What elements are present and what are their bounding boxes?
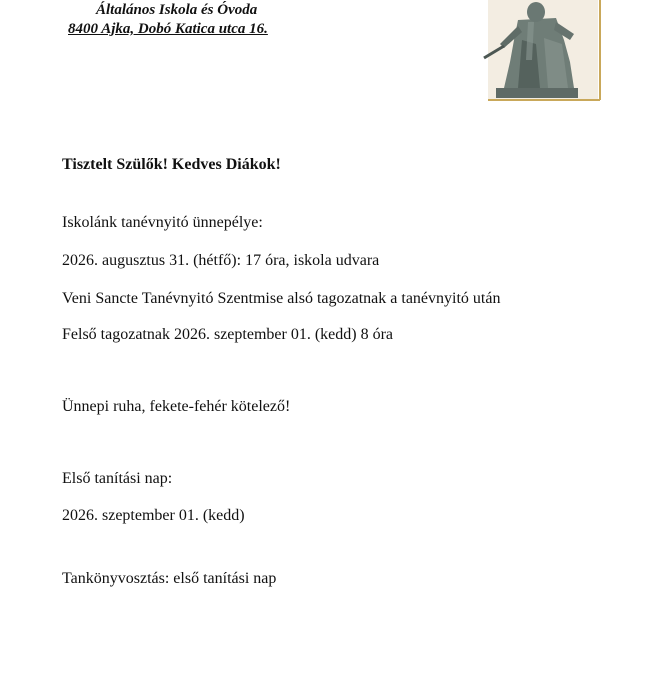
statue-image [478,0,604,102]
greeting: Tisztelt Szülők! Kedves Diákok! [62,156,281,173]
ceremony-date: 2026. augusztus 31. (hétfő): 17 óra, iskola udvara [62,252,380,269]
mass-info: Veni Sancte Tanévnyitó Szentmise alsó tagozatnak a tanévnyitó után [62,290,501,307]
dress-code: Ünnepi ruha, fekete-fehér kötelező! [62,398,291,415]
first-day-heading: Első tanítási nap: [62,470,173,487]
ceremony-heading: Iskolánk tanévnyitó ünnepélye: [62,214,263,231]
school-address: 8400 Ajka, Dobó Katica utca 16. [68,21,268,37]
upper-school-info: Felső tagozatnak 2026. szeptember 01. (kedd) 8 óra [62,326,394,343]
cut-off-text [412,668,508,675]
textbook-distribution: Tankönyvosztás: első tanítási nap [62,570,277,587]
first-day-date: 2026. szeptember 01. (kedd) [62,507,245,524]
school-name: Általános Iskola és Óvoda [96,2,258,18]
